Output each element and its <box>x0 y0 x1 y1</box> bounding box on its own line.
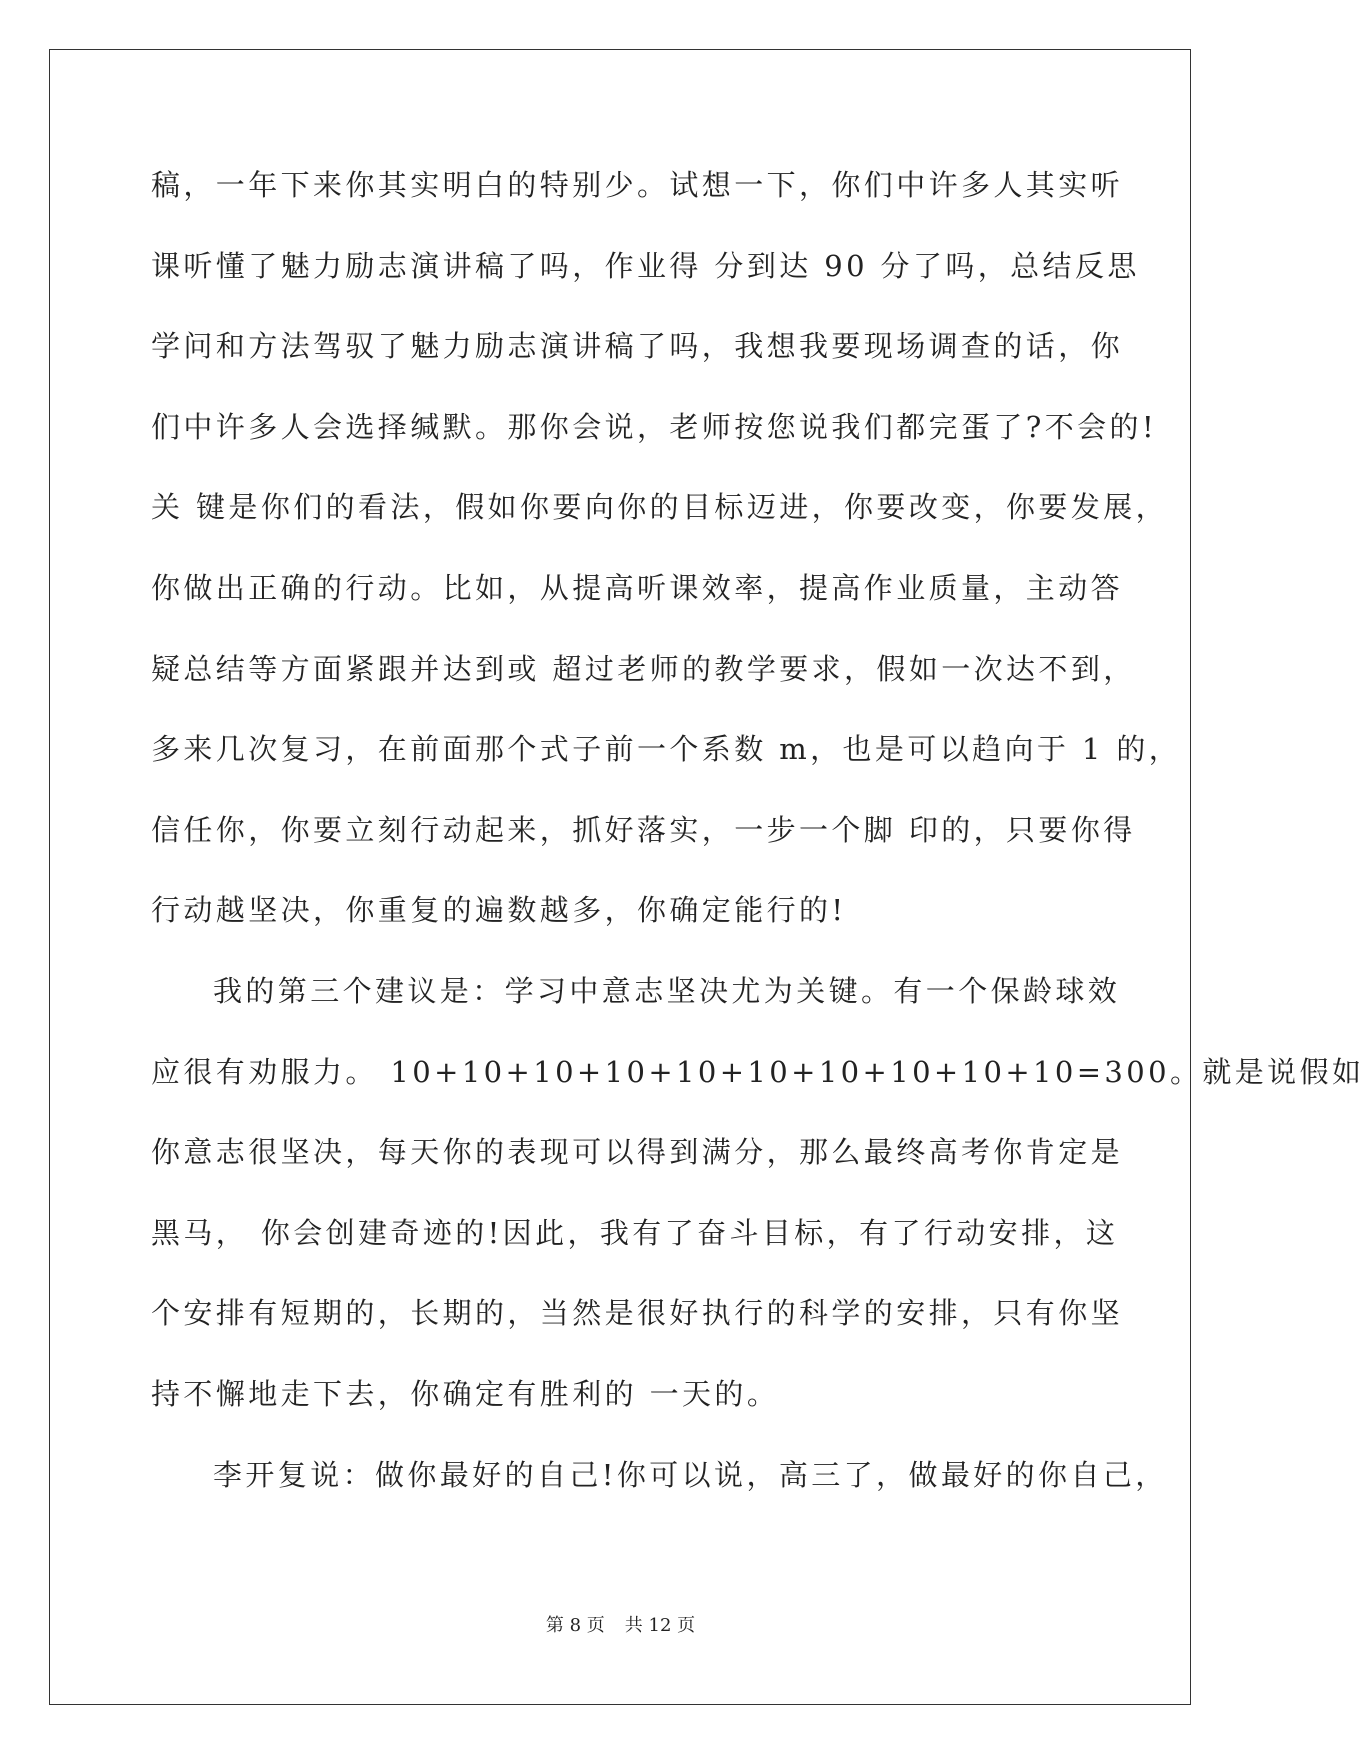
text-line: 个安排有短期的，长期的，当然是很好执行的科学的安排，只有你坚 <box>151 1296 1124 1331</box>
text-line: 你做出正确的行动。比如，从提高听课效率，提高作业质量，主动答 <box>151 570 1124 605</box>
page-number-current: 第 8 页 <box>545 1615 605 1636</box>
text-line: 应很有劝服力。 10+10+10+10+10+10+10+10+10+10=300。就是说假如 <box>151 1054 1364 1089</box>
page-number-total: 共 12 页 <box>624 1615 696 1636</box>
text-line: 多来几次复习，在前面那个式子前一个系数 m，也是可以趋向于 1 的， <box>151 732 1182 767</box>
text-line: 关 键是你们的看法，假如你要向你的目标迈进，你要改变，你要发展， <box>151 490 1169 525</box>
text-line: 们中许多人会选择缄默。那你会说，老师按您说我们都完蛋了?不会的! <box>151 409 1158 444</box>
text-line: 课听懂了魅力励志演讲稿了吗，作业得 分到达 90 分了吗，总结反思 <box>151 248 1140 283</box>
paragraph-start-line: 我的第三个建议是：学习中意志坚决尤为关键。有一个保龄球效 <box>213 973 1121 1008</box>
document-body <box>151 165 1364 1535</box>
text-line: 你意志很坚决，每天你的表现可以得到满分，那么最终高考你肯定是 <box>151 1135 1124 1170</box>
text-line: 持不懈地走下去，你确定有胜利的 一天的。 <box>151 1376 780 1411</box>
page-footer <box>0 1614 1241 1638</box>
text-line: 疑总结等方面紧跟并达到或 超过老师的教学要求，假如一次达不到， <box>151 651 1136 686</box>
text-line: 黑马， 你会创建奇迹的!因此，我有了奋斗目标，有了行动安排，这 <box>151 1215 1119 1250</box>
paragraph-start-line: 李开复说：做你最好的自己!你可以说，高三了，做最好的你自己， <box>213 1457 1168 1492</box>
text-line: 学问和方法驾驭了魅力励志演讲稿了吗，我想我要现场调查的话，你 <box>151 329 1124 364</box>
text-line: 信任你，你要立刻行动起来，抓好落实，一步一个脚 印的，只要你得 <box>151 812 1136 847</box>
text-line: 稿，一年下来你其实明白的特别少。试想一下，你们中许多人其实听 <box>151 168 1124 202</box>
text-line: 行动越坚决，你重复的遍数越多，你确定能行的! <box>151 893 847 928</box>
